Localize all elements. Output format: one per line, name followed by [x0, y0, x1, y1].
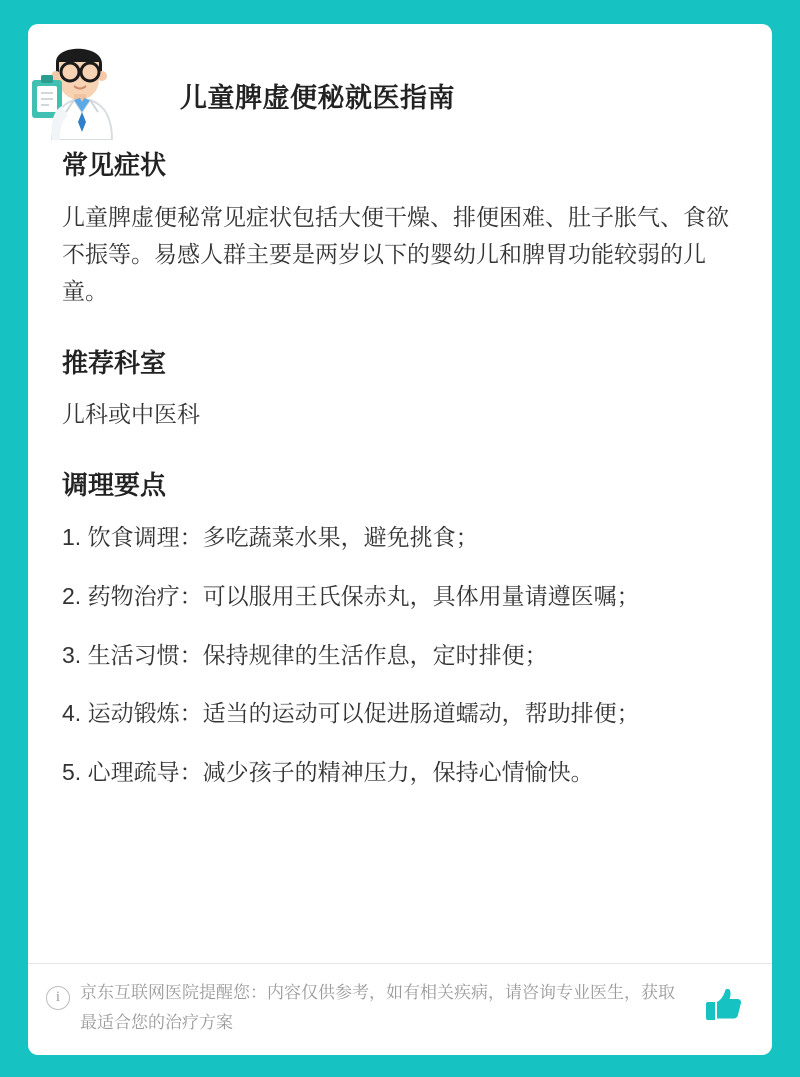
list-item: 4. 运动锻炼：适当的运动可以促进肠道蠕动，帮助排便； — [62, 700, 640, 727]
section-heading-department: 推荐科室 — [62, 347, 167, 378]
section-text-department: 儿科或中医科 — [62, 401, 200, 428]
list-item: 1. 饮食调理：多吃蔬菜水果，避免挑食； — [62, 523, 479, 550]
section-heading-symptoms: 常见症状 — [62, 150, 167, 180]
guide-card — [28, 24, 772, 1055]
footer-disclaimer-bar — [28, 963, 772, 1055]
list-item: 5. 心理疏导：减少孩子的精神压力，保持心情愉快。 — [62, 759, 594, 786]
guide-content — [62, 149, 738, 791]
disclaimer-text: 京东互联网医院提醒您：内容仅供参考，如有相关疾病，请咨询专业医生，获取最适合您的治疗方案 — [80, 983, 675, 1032]
list-item: 2. 药物治疗：可以服用王氏保赤丸，具体用量请遵医嘱； — [62, 582, 640, 609]
section-text-symptoms: 儿童脾虚便秘常见症状包括大便干燥、排便困难、肚子胀气、食欲不振等。易感人群主要是两岁以下的婴幼儿和脾胃功能较弱的儿童。 — [62, 203, 729, 305]
doctor-avatar-icon — [28, 28, 138, 140]
list-item: 3. 生活习惯：保持规律的生活作息，定时排便； — [62, 641, 548, 668]
advice-list — [62, 519, 738, 791]
section-heading-advice: 调理要点 — [62, 470, 167, 501]
thumbs-up-icon[interactable] — [702, 984, 744, 1026]
page-title: 儿童脾虚便秘就医指南 — [180, 83, 455, 113]
info-circle-icon: i — [46, 986, 70, 1010]
